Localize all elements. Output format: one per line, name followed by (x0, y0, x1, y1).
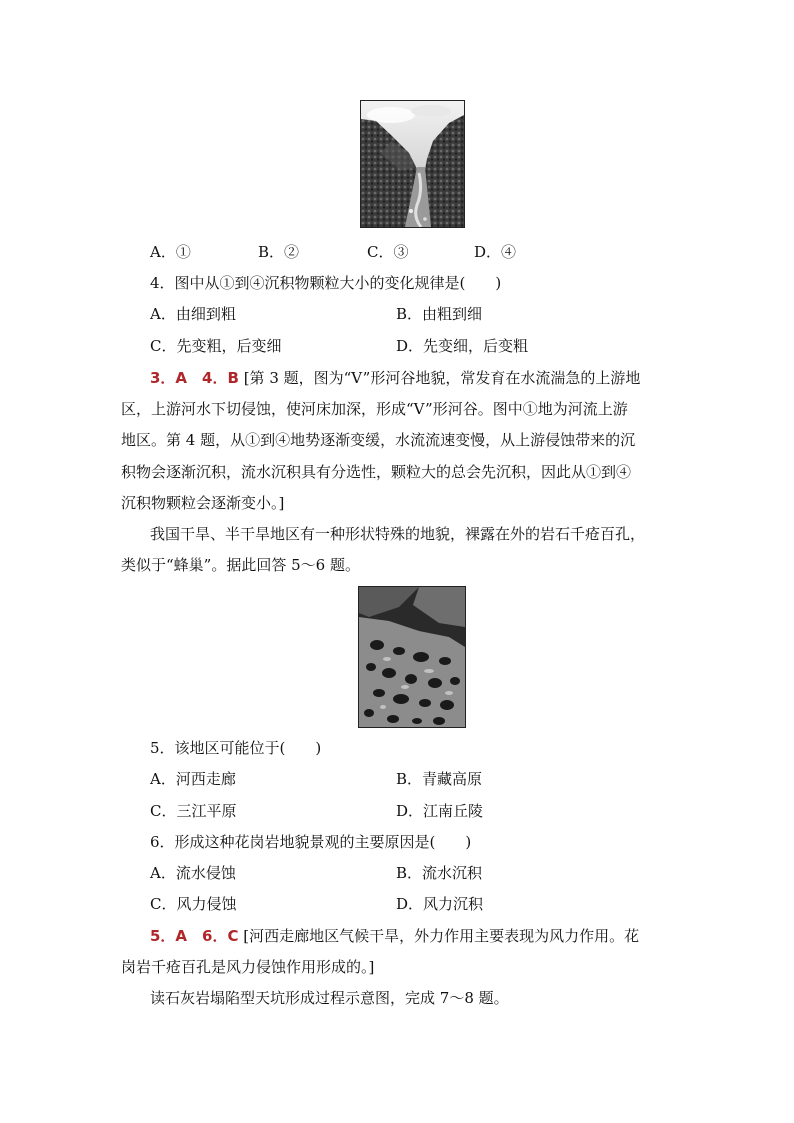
q6-option-a: A．流水侵蚀 (150, 864, 236, 882)
q3-option-a: A．① (150, 243, 191, 261)
answer-key: 5．A 6．C (150, 927, 239, 945)
answer-3-4-line-5: 沉积物颗粒会逐渐变小。] (121, 494, 285, 512)
q6-option-b: B．流水沉积 (396, 864, 483, 882)
q6-option-c: C．风力侵蚀 (150, 895, 237, 913)
q4-option-c: C．先变粗，后变细 (150, 337, 282, 355)
intro-5-6-line-2: 类似于“蜂巢”。据此回答 5～6 题。 (121, 556, 360, 574)
answer-3-4-line-4: 积物会逐渐沉积，流水沉积具有分选性，颗粒大的总会先沉积，因此从①到④ (121, 463, 632, 481)
q5-stem: 5．该地区可能位于( ) (150, 739, 322, 757)
q4-option-b: B．由粗到细 (396, 305, 483, 323)
q5-option-a: A．河西走廊 (150, 770, 236, 788)
q6-option-d: D．风力沉积 (396, 895, 484, 913)
q6-stem: 6．形成这种花岗岩地貌景观的主要原因是( ) (150, 833, 472, 851)
honeycomb-rock-photo (358, 586, 466, 728)
explanation-text: [河西走廊地区气候干旱，外力作用主要表现为风力作用。花 (243, 927, 640, 945)
answer-3-4-line-3: 地区。第 4 题，从①到④地势逐渐变缓，水流流速变慢，从上游侵蚀带来的沉 (121, 431, 636, 449)
answer-5-6-line-2: 岗岩千疮百孔是风力侵蚀作用形成的。] (121, 958, 375, 976)
answer-5-6-line-1 (150, 926, 639, 946)
q3-option-c: C．③ (367, 243, 409, 261)
q3-option-b: B．② (258, 243, 300, 261)
q3-option-d: D．④ (474, 243, 517, 261)
q4-stem: 4．图中从①到④沉积物颗粒大小的变化规律是( ) (150, 274, 502, 292)
q5-option-b: B．青藏高原 (396, 770, 483, 788)
intro-7-8: 读石灰岩塌陷型天坑形成过程示意图，完成 7～8 题。 (150, 989, 509, 1007)
intro-5-6-line-1: 我国干旱、半干旱地区有一种形状特殊的地貌，裸露在外的岩石千疮百孔， (150, 525, 646, 543)
q5-option-c: C．三江平原 (150, 802, 237, 820)
q4-option-d: D．先变细，后变粗 (396, 337, 529, 355)
valley-photo (360, 100, 465, 228)
explanation-text: [第 3 题，图为“V”形河谷地貌，常发育在水流湍急的上游地 (243, 369, 641, 387)
answer-key: 3．A 4．B (150, 369, 239, 387)
answer-3-4-line-1 (150, 368, 640, 388)
answer-3-4-line-2: 区，上游河水下切侵蚀，使河床加深，形成“V”形河谷。图中①地为河流上游 (121, 400, 628, 418)
q4-option-a: A．由细到粗 (150, 305, 236, 323)
q5-option-d: D．江南丘陵 (396, 802, 484, 820)
